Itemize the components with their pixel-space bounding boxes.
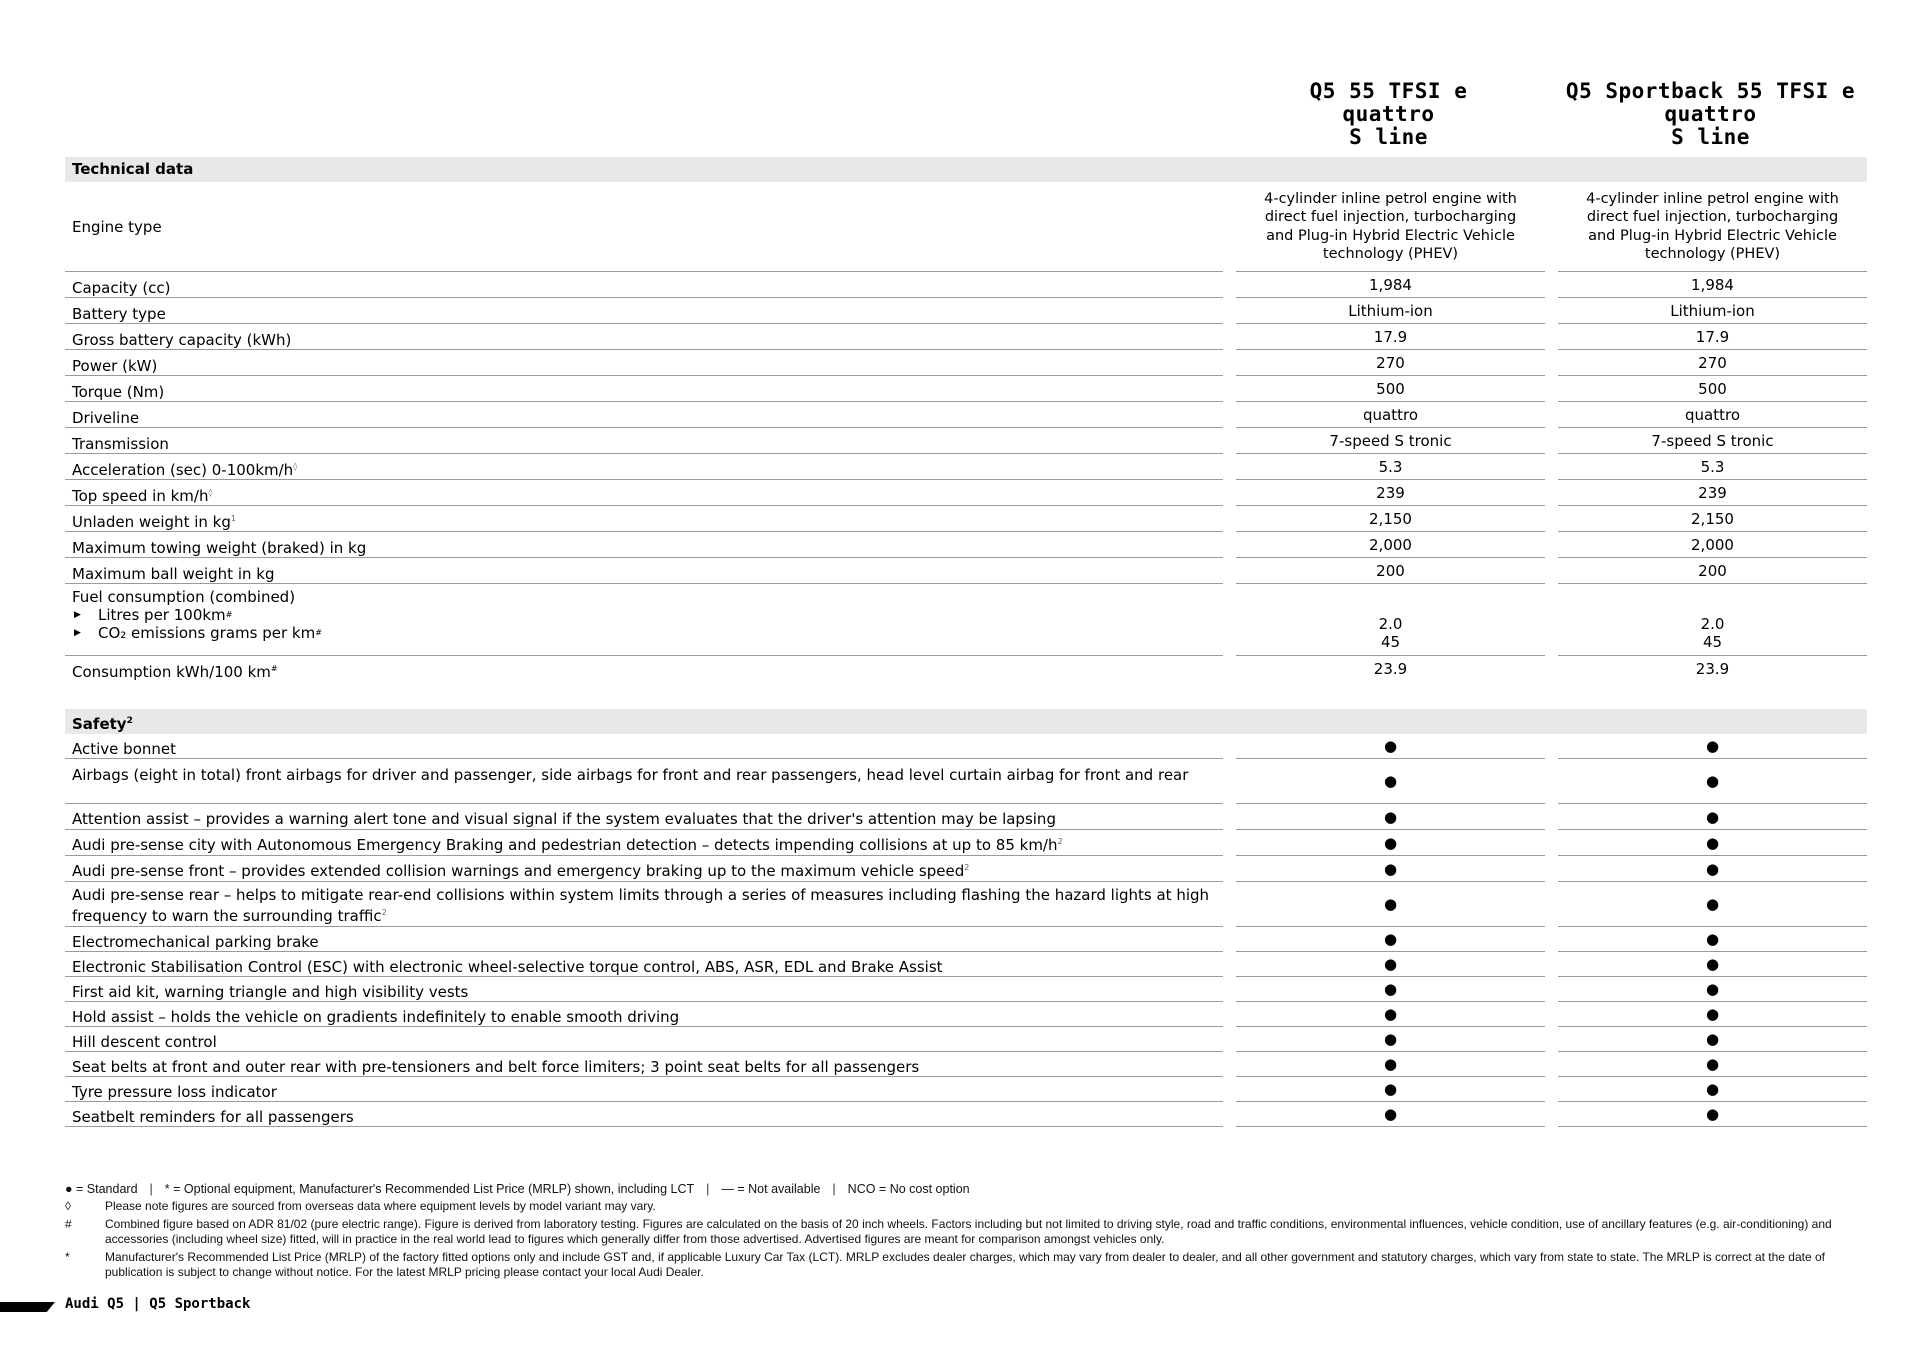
table-row	[65, 454, 1867, 480]
row-value-col2: 1,984	[1558, 272, 1867, 298]
row-label	[65, 804, 1223, 830]
column-header-q5	[1234, 80, 1543, 149]
standard-dot-col1: ●	[1236, 734, 1545, 759]
row-label-text: Seat belts at front and outer rear with pre-tensioners and belt force limiters; 3 point seat belts for all passengers	[72, 1058, 920, 1076]
row-label-text: First aid kit, warning triangle and high visibility vests	[72, 983, 469, 1001]
row-value-col1	[1236, 182, 1545, 272]
row-label	[65, 977, 1223, 1002]
column-header-line: quattro	[1342, 102, 1435, 126]
table-row-consumption	[65, 656, 1867, 682]
row-label-text: Maximum ball weight in kg	[72, 565, 275, 583]
footnote-mark: #	[225, 610, 233, 619]
fuel-sub-label: Litres per 100km	[98, 606, 226, 624]
footnote-mark: ◊	[208, 488, 213, 497]
value-line: 2.0	[1700, 615, 1725, 633]
standard-dot-col2: ●	[1558, 1077, 1867, 1102]
table-row	[65, 402, 1867, 428]
technical-rows	[65, 272, 1867, 584]
standard-dot-col2: ●	[1558, 734, 1867, 759]
value-line: technology (PHEV)	[1644, 246, 1781, 262]
standard-dot-col1: ●	[1236, 882, 1545, 927]
safety-rows	[65, 734, 1867, 1127]
standard-dot-col2: ●	[1558, 830, 1867, 856]
row-label	[65, 558, 1223, 584]
row-label	[65, 454, 1223, 480]
row-value-col2: 5.3	[1558, 454, 1867, 480]
table-row	[65, 324, 1867, 350]
row-label-text: Top speed in km/h	[72, 487, 209, 505]
value-line: and Plug-in Hybrid Electric Vehicle	[1588, 227, 1837, 244]
fuel-sub-label: CO₂ emissions grams per km	[98, 624, 316, 642]
value-line: 4-cylinder inline petrol engine with	[1264, 190, 1517, 207]
table-row	[65, 856, 1867, 882]
fuel-sub-item	[72, 624, 1213, 642]
column-header-line: S line	[1671, 125, 1750, 149]
row-label	[65, 402, 1223, 428]
row-label	[65, 1027, 1223, 1052]
row-value-col2: 500	[1558, 376, 1867, 402]
row-label	[65, 480, 1223, 506]
fuel-consumption-label: Fuel consumption (combined)	[72, 588, 296, 606]
table-row	[65, 1077, 1867, 1102]
row-label-text: Unladen weight in kg	[72, 513, 231, 531]
footnote-mark: #	[65, 1216, 72, 1231]
standard-dot-col1: ●	[1236, 804, 1545, 830]
row-label	[65, 734, 1223, 759]
row-value-col1	[1236, 584, 1545, 656]
table-row	[65, 759, 1867, 804]
standard-dot-col1: ●	[1236, 952, 1545, 977]
triangle-right-icon: ▶	[74, 610, 81, 620]
row-value-col2: quattro	[1558, 402, 1867, 428]
row-label	[65, 1102, 1223, 1127]
value-line: direct fuel injection, turbocharging	[1586, 209, 1839, 225]
technical-data-section	[65, 157, 1867, 682]
row-label-text: Consumption kWh/100 km	[72, 663, 271, 681]
row-label-text: Hold assist – holds the vehicle on gradients indefinitely to enable smooth driving	[72, 1008, 680, 1026]
row-label	[65, 324, 1223, 350]
footnote-mark: ◊	[65, 1199, 71, 1213]
row-label	[65, 656, 1223, 682]
table-row	[65, 1027, 1867, 1052]
row-value-col1: 1,984	[1236, 272, 1545, 298]
row-label	[65, 584, 1223, 656]
row-value-col1: Lithium-ion	[1236, 298, 1545, 324]
row-value-col2: 239	[1558, 480, 1867, 506]
value-line: 45	[1702, 633, 1723, 651]
footnote-text: Manufacturer's Recommended List Price (MRLP) of the factory fitted options only and include GST and, if applicable Luxury Car Tax (LCT). MRLP excludes dealer charges, which may vary from dealer to dealer, and all other government and statutory charges, which vary from state to state. The MRLP is correct at the date of publication is subject to change without notice. For the latest MRLP pricing please contact your local Audi Dealer.	[105, 1249, 1826, 1279]
standard-dot-col2: ●	[1558, 804, 1867, 830]
standard-dot-col1: ●	[1236, 1027, 1545, 1052]
row-label-text: Audi pre-sense front – provides extended collision warnings and emergency braking up to the maximum vehicle speed	[72, 862, 965, 880]
standard-dot-col1: ●	[1236, 759, 1545, 804]
row-label-text: Seatbelt reminders for all passengers	[72, 1108, 354, 1126]
row-label	[65, 506, 1223, 532]
row-label-text: Transmission	[72, 435, 169, 453]
standard-dot-col2: ●	[1558, 1002, 1867, 1027]
table-row	[65, 428, 1867, 454]
row-value-col2: 270	[1558, 350, 1867, 376]
table-row	[65, 480, 1867, 506]
value-line: technology (PHEV)	[1322, 246, 1459, 262]
table-row	[65, 350, 1867, 376]
footnote-mark: 1	[230, 514, 236, 523]
row-label	[65, 927, 1223, 952]
table-row	[65, 830, 1867, 856]
table-row-fuel-consumption	[65, 584, 1867, 656]
standard-dot-col1: ●	[1236, 1002, 1545, 1027]
legend	[65, 1181, 1875, 1281]
row-value-col1: 270	[1236, 350, 1545, 376]
table-row	[65, 882, 1867, 927]
safety-section	[65, 709, 1867, 1127]
footer-title: Audi Q5 | Q5 Sportback	[65, 1296, 251, 1312]
row-label	[65, 882, 1223, 927]
footer-accent-bar	[0, 1302, 55, 1312]
row-label-text: Electronic Stabilisation Control (ESC) with electronic wheel-selective torque control, ABS, ASR, EDL and Brake Assist	[72, 958, 943, 976]
legend-optional: * = Optional equipment, Manufacturer's Recommended List Price (MRLP) shown, including LCT	[164, 1182, 695, 1196]
standard-dot-col1: ●	[1236, 1077, 1545, 1102]
row-label-text: Attention assist – provides a warning alert tone and visual signal if the system evaluates that the driver's attention may be lapsing	[72, 810, 1056, 828]
table-row	[65, 298, 1867, 324]
legend-standard: ● = Standard	[65, 1182, 138, 1196]
table-row	[65, 734, 1867, 759]
row-label-text: Maximum towing weight (braked) in kg	[72, 539, 367, 557]
row-label-text: Gross battery capacity (kWh)	[72, 331, 292, 349]
standard-dot-col2: ●	[1558, 927, 1867, 952]
row-label	[65, 1052, 1223, 1077]
triangle-right-icon: ▶	[74, 628, 81, 638]
row-value-col2: 2,150	[1558, 506, 1867, 532]
row-label-text: Driveline	[72, 409, 140, 427]
row-value-col2: 23.9	[1695, 660, 1730, 678]
value-line: 4-cylinder inline petrol engine with	[1586, 190, 1839, 207]
table-row	[65, 376, 1867, 402]
row-value-col2: 200	[1558, 558, 1867, 584]
legend-separator: |	[706, 1182, 710, 1196]
row-label-text: Capacity (cc)	[72, 279, 171, 297]
footnote	[65, 1217, 1875, 1248]
row-value-col1: 200	[1236, 558, 1545, 584]
table-row	[65, 804, 1867, 830]
row-label-text: Tyre pressure loss indicator	[72, 1083, 277, 1101]
standard-dot-col2: ●	[1558, 882, 1867, 927]
row-label-text: Active bonnet	[72, 740, 176, 758]
value-line: 2.0	[1378, 615, 1403, 633]
row-label-text: Power (kW)	[72, 357, 158, 375]
row-label	[65, 830, 1223, 856]
footnote-mark: 2	[126, 716, 133, 726]
footnote-mark: 2	[964, 863, 970, 872]
column-header-line: Q5 Sportback 55 TFSI e	[1565, 79, 1856, 103]
row-value-col2	[1558, 182, 1867, 272]
row-label	[65, 298, 1223, 324]
column-header-line: quattro	[1664, 102, 1757, 126]
row-value-col1: 5.3	[1236, 454, 1545, 480]
row-value-col1: 2,000	[1236, 532, 1545, 558]
standard-dot-col2: ●	[1558, 759, 1867, 804]
row-value-col2: 17.9	[1558, 324, 1867, 350]
column-header-line: Q5 55 TFSI e	[1309, 79, 1468, 103]
fuel-sub-item	[72, 606, 1213, 624]
row-value-col1: 239	[1236, 480, 1545, 506]
row-label-text: Battery type	[72, 305, 166, 323]
row-value-col2: 7-speed S tronic	[1558, 428, 1867, 454]
row-value-col1: 17.9	[1236, 324, 1545, 350]
footnote-mark: #	[315, 628, 322, 637]
row-label	[65, 759, 1223, 804]
row-label	[65, 1002, 1223, 1027]
row-value-col2	[1558, 584, 1867, 656]
standard-dot-col1: ●	[1236, 977, 1545, 1002]
row-label: Engine type	[65, 182, 1223, 272]
table-row	[65, 558, 1867, 584]
row-label-text: Audi pre-sense rear – helps to mitigate rear-end collisions within system limits through a series of measures including flashing the hazard lights at high frequency to warn the surrounding traffic	[72, 886, 1210, 925]
value-line: 45	[1380, 633, 1401, 651]
table-row	[65, 506, 1867, 532]
row-label	[65, 952, 1223, 977]
row-value-col1: 500	[1236, 376, 1545, 402]
standard-dot-col2: ●	[1558, 1052, 1867, 1077]
row-label-text: Airbags (eight in total) front airbags for driver and passenger, side airbags for front and rear passengers, head level curtain airbag for front and rear	[72, 766, 1189, 784]
standard-dot-col1: ●	[1236, 927, 1545, 952]
legend-not-available: — = Not available	[721, 1182, 821, 1196]
standard-dot-col2: ●	[1558, 952, 1867, 977]
footnote-text: Please note figures are sourced from overseas data where equipment levels by model variant may vary.	[105, 1199, 656, 1213]
row-label	[65, 428, 1223, 454]
row-label-text: Acceleration (sec) 0-100km/h	[72, 461, 294, 479]
footnote-mark: 2	[381, 908, 387, 917]
value-line: and Plug-in Hybrid Electric Vehicle	[1266, 227, 1515, 244]
row-value-col1: quattro	[1236, 402, 1545, 428]
legend-separator: |	[832, 1182, 836, 1196]
table-row	[65, 1002, 1867, 1027]
footnote-text: Combined figure based on ADR 81/02 (pure electric range). Figure is derived from laboratory testing. Figures are calculated on the basis of 20 inch wheels. Factors including but not limited to driving style, road and traffic conditions, environmental influences, vehicle condition, use of ancillary features (e.g. air-conditioning) and accessories (including wheel size) fitted, will in practice in the real world lead to figures which generally differ from those advertised. Advertised figures are meant for comparison amongst vehicles only.	[105, 1216, 1832, 1246]
section-title-technical: Technical data	[65, 157, 1867, 182]
table-row	[65, 272, 1867, 298]
legend-key	[65, 1181, 1875, 1197]
row-value-col2: Lithium-ion	[1558, 298, 1867, 324]
column-header-line: S line	[1349, 125, 1428, 149]
row-label-text: Hill descent control	[72, 1033, 217, 1051]
row-label-text: Torque (Nm)	[72, 383, 165, 401]
row-label	[65, 350, 1223, 376]
standard-dot-col2: ●	[1558, 1102, 1867, 1127]
standard-dot-col2: ●	[1558, 856, 1867, 882]
standard-dot-col1: ●	[1236, 830, 1545, 856]
footnote-mark: *	[65, 1249, 70, 1264]
table-row	[65, 1052, 1867, 1077]
row-value-col1: 7-speed S tronic	[1236, 428, 1545, 454]
row-value-col2: 2,000	[1558, 532, 1867, 558]
standard-dot-col1: ●	[1236, 1052, 1545, 1077]
table-row	[65, 952, 1867, 977]
row-value-col1: 2,150	[1236, 506, 1545, 532]
table-row	[65, 532, 1867, 558]
row-label	[65, 856, 1223, 882]
table-row-engine-type	[65, 182, 1867, 272]
footnote	[65, 1250, 1875, 1281]
table-row	[65, 927, 1867, 952]
row-label	[65, 1077, 1223, 1102]
footnote-mark: ◊	[293, 462, 298, 471]
footnote-mark: 2	[1057, 837, 1063, 846]
legend-separator: |	[149, 1182, 153, 1196]
standard-dot-col2: ●	[1558, 977, 1867, 1002]
standard-dot-col1: ●	[1236, 856, 1545, 882]
row-label-text: Audi pre-sense city with Autonomous Emergency Braking and pedestrian detection – detects impending collisions at up to 85 km/h	[72, 836, 1058, 854]
value-line: direct fuel injection, turbocharging	[1264, 209, 1517, 225]
row-label	[65, 532, 1223, 558]
section-title-safety	[65, 709, 1867, 734]
section-title-text: Safety	[72, 715, 127, 733]
standard-dot-col2: ●	[1558, 1027, 1867, 1052]
table-row	[65, 977, 1867, 1002]
table-row	[65, 1102, 1867, 1127]
legend-nco: NCO = No cost option	[847, 1182, 970, 1196]
footnote-mark: #	[270, 664, 278, 673]
row-label-text: Electromechanical parking brake	[72, 933, 319, 951]
row-value-col1: 23.9	[1373, 660, 1408, 678]
standard-dot-col1: ●	[1236, 1102, 1545, 1127]
row-label	[65, 376, 1223, 402]
column-header-q5-sportback	[1556, 80, 1865, 149]
footnote	[65, 1199, 1875, 1215]
row-label	[65, 272, 1223, 298]
